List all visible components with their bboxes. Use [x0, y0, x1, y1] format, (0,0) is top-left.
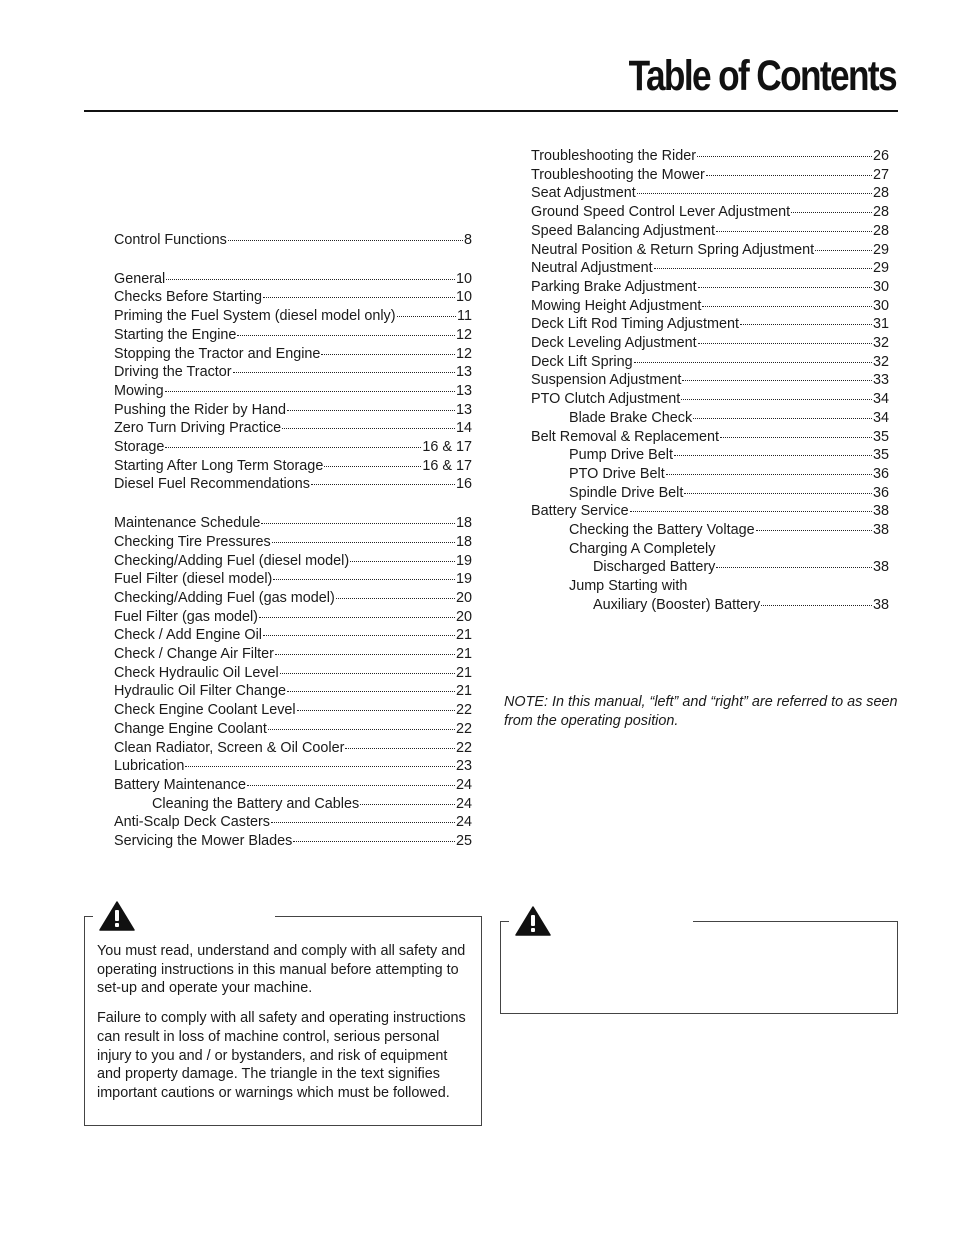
toc-entry-title: General	[114, 270, 166, 287]
toc-entry-title: Starting the Engine	[114, 326, 237, 343]
toc-entry-title: Anti-Scalp Deck Casters	[114, 814, 270, 831]
toc-entry-page: 24	[455, 814, 472, 831]
toc-dot-leader	[360, 804, 455, 805]
toc-entry	[114, 608, 472, 627]
warning-box-left	[84, 916, 482, 1126]
toc-entry-title: Speed Balancing Adjustment	[531, 222, 716, 239]
toc-entry	[114, 231, 472, 250]
toc-entry-page: 24	[455, 776, 472, 793]
toc-entry-page: 38	[872, 522, 889, 539]
toc-entry-title: Neutral Adjustment	[531, 260, 653, 277]
toc-entry	[114, 832, 472, 851]
toc-entry	[114, 288, 472, 307]
toc-entry-page: 16 & 17	[422, 457, 472, 474]
toc-entry	[114, 307, 472, 326]
toc-right-column	[531, 147, 889, 615]
toc-entry-title: Ground Speed Control Lever Adjustment	[531, 204, 791, 221]
toc-entry	[114, 382, 472, 401]
toc-entry-page: 32	[872, 353, 889, 370]
toc-dot-leader	[261, 523, 455, 524]
toc-entry	[114, 795, 472, 814]
toc-entry-page: 36	[872, 465, 889, 482]
toc-entry-page: 20	[455, 589, 472, 606]
toc-entry-title: Deck Leveling Adjustment	[531, 335, 697, 352]
toc-dot-leader	[282, 428, 455, 429]
toc-dot-leader	[263, 297, 455, 298]
toc-entry-page: 38	[872, 596, 889, 613]
toc-dot-leader	[259, 617, 455, 618]
toc-entry-title: Deck Lift Spring	[531, 353, 633, 370]
toc-dot-leader	[706, 175, 872, 176]
toc-entry	[114, 720, 472, 739]
toc-entry-page: 16 & 17	[422, 439, 472, 456]
toc-entry-page: 21	[455, 627, 472, 644]
toc-dot-leader	[345, 748, 455, 749]
toc-entry	[114, 419, 472, 438]
toc-entry-title: Checking the Battery Voltage	[569, 522, 755, 539]
toc-entry-page: 29	[872, 241, 889, 258]
toc-dot-leader	[271, 822, 455, 823]
toc-entry-title: Troubleshooting the Mower	[531, 166, 705, 183]
toc-dot-leader	[247, 785, 455, 786]
toc-entry	[531, 334, 889, 353]
toc-dot-leader	[630, 511, 872, 512]
toc-dot-leader	[293, 841, 455, 842]
toc-dot-leader	[350, 561, 455, 562]
toc-entry-page: 27	[872, 166, 889, 183]
toc-entry	[114, 401, 472, 420]
toc-entry-page: 12	[455, 345, 472, 362]
toc-dot-leader	[815, 250, 872, 251]
toc-dot-leader	[674, 455, 872, 456]
toc-entry-title: Battery Maintenance	[114, 776, 246, 793]
toc-entry	[114, 270, 472, 289]
toc-entry-page: 22	[455, 702, 472, 719]
toc-entry-page: 32	[872, 335, 889, 352]
toc-dot-leader	[698, 343, 872, 344]
toc-entry-title: Control Functions	[114, 232, 227, 248]
warning-paragraph: You must read, understand and comply with all safety and operating instructions in this manual before attempting to set-up and operate your machine.	[97, 943, 466, 997]
toc-entry-title: Discharged Battery	[593, 559, 716, 576]
toc-entry	[531, 278, 889, 297]
toc-dot-leader	[698, 287, 872, 288]
toc-section	[114, 270, 472, 494]
toc-dot-leader	[702, 306, 872, 307]
toc-entry	[531, 558, 889, 577]
toc-dot-leader	[740, 324, 872, 325]
toc-entry	[531, 184, 889, 203]
toc-entry-page: 30	[872, 278, 889, 295]
toc-entry	[114, 552, 472, 571]
toc-entry	[114, 514, 472, 533]
toc-entry-page: 24	[455, 795, 472, 812]
toc-dot-leader	[654, 268, 872, 269]
toc-entry-page: 21	[455, 664, 472, 681]
toc-entry	[531, 371, 889, 390]
toc-dot-leader	[720, 437, 872, 438]
toc-entry-title: Driving the Tractor	[114, 364, 232, 381]
toc-entry-title: Spindle Drive Belt	[569, 484, 684, 501]
toc-dot-leader	[263, 635, 455, 636]
toc-entry	[531, 259, 889, 278]
toc-entry	[114, 682, 472, 701]
toc-entry-page: 34	[872, 409, 889, 426]
toc-entry-page: 18	[455, 515, 472, 532]
toc-entry-page: 12	[455, 326, 472, 343]
toc-dot-leader	[684, 493, 872, 494]
toc-entry-page: 22	[455, 720, 472, 737]
toc-entry-page: 28	[872, 204, 889, 221]
toc-entry	[531, 241, 889, 260]
toc-entry-title: Checking/Adding Fuel (diesel model)	[114, 552, 350, 569]
toc-entry	[114, 475, 472, 494]
toc-dot-leader	[682, 380, 872, 381]
title-rule	[84, 110, 898, 112]
toc-entry-title: Servicing the Mower Blades	[114, 833, 293, 850]
toc-dot-leader	[185, 766, 455, 767]
toc-entry	[531, 521, 889, 540]
toc-entry-title: PTO Clutch Adjustment	[531, 391, 681, 408]
toc-entry-page: 19	[455, 552, 472, 569]
toc-entry-continued: Jump Starting with	[569, 578, 688, 595]
toc-entry	[531, 147, 889, 166]
toc-dot-leader	[275, 654, 455, 655]
toc-dot-leader	[287, 410, 455, 411]
toc-entry-page: 13	[455, 382, 472, 399]
toc-entry	[114, 664, 472, 683]
toc-entry-page: 34	[872, 391, 889, 408]
warning-paragraph: Failure to comply with all safety and operating instructions can result in loss of machine control, serious personal injury to you and / or bystanders, and risk of equipment and property damage. The triangle in the text signifies important cautions or warnings which must be followed.	[97, 1010, 466, 1101]
toc-entry	[114, 533, 472, 552]
toc-section	[114, 231, 472, 250]
toc-entry-page: 21	[455, 646, 472, 663]
toc-section	[114, 514, 472, 851]
toc-dot-leader	[165, 447, 421, 448]
toc-entry-page: 8	[463, 232, 472, 248]
toc-entry-title: Stopping the Tractor and Engine	[114, 345, 321, 362]
toc-entry	[114, 701, 472, 720]
toc-entry-title: Cleaning the Battery and Cables	[152, 795, 360, 812]
toc-dot-leader	[761, 605, 872, 606]
toc-entry	[531, 446, 889, 465]
toc-dot-leader	[756, 530, 872, 531]
toc-entry-page: 14	[455, 420, 472, 437]
toc-entry-title: Starting After Long Term Storage	[114, 457, 324, 474]
toc-entry-page: 36	[872, 484, 889, 501]
toc-entry	[114, 457, 472, 476]
toc-entry-title: Check / Change Air Filter	[114, 646, 274, 663]
warning-text-left	[97, 942, 469, 1114]
warning-triangle-icon	[99, 901, 135, 931]
toc-entry	[531, 409, 889, 428]
toc-entry-title: Troubleshooting the Rider	[531, 148, 697, 164]
toc-dot-leader	[311, 484, 455, 485]
toc-entry-title: Zero Turn Driving Practice	[114, 420, 282, 437]
toc-dot-leader	[233, 372, 455, 373]
toc-entry-page: 16	[455, 476, 472, 493]
toc-entry-page: 38	[872, 503, 889, 520]
toc-entry-title: Storage	[114, 439, 165, 456]
toc-entry-title: Blade Brake Check	[569, 409, 693, 426]
toc-dot-leader	[634, 362, 872, 363]
toc-dot-leader	[165, 391, 455, 392]
toc-entry-page: 10	[455, 270, 472, 287]
toc-entry	[531, 596, 889, 615]
toc-entry-page: 21	[455, 683, 472, 700]
toc-entry-title: Diesel Fuel Recommendations	[114, 476, 310, 493]
toc-entry-title: Battery Service	[531, 503, 629, 520]
toc-entry	[531, 203, 889, 222]
toc-dot-leader	[166, 279, 455, 280]
toc-entry-title: Change Engine Coolant	[114, 720, 267, 737]
toc-entry	[531, 465, 889, 484]
toc-entry	[114, 813, 472, 832]
toc-entry-title: Clean Radiator, Screen & Oil Cooler	[114, 739, 345, 756]
toc-entry	[531, 390, 889, 409]
toc-entry-title: Check Engine Coolant Level	[114, 702, 296, 719]
toc-entry-title: Check Hydraulic Oil Level	[114, 664, 279, 681]
toc-entry-page: 35	[872, 447, 889, 464]
toc-entry-title: Checks Before Starting	[114, 289, 262, 306]
toc-entry	[114, 363, 472, 382]
toc-dot-leader	[287, 691, 455, 692]
toc-entry-title: Auxiliary (Booster) Battery	[593, 596, 761, 613]
toc-entry-title: Check / Add Engine Oil	[114, 627, 262, 644]
toc-entry-page: 20	[455, 608, 472, 625]
toc-entry-page: 30	[872, 297, 889, 314]
manual-note: NOTE: In this manual, “left” and “right” are referred to as seen from the operating position.	[504, 694, 898, 729]
toc-entry	[531, 428, 889, 447]
toc-dot-leader	[697, 156, 872, 157]
toc-dot-leader	[228, 240, 463, 241]
toc-dot-leader	[637, 193, 872, 194]
toc-entry	[114, 438, 472, 457]
toc-entry	[114, 570, 472, 589]
toc-dot-leader	[716, 567, 872, 568]
toc-entry-title: Parking Brake Adjustment	[531, 278, 697, 295]
warning-box-right	[500, 921, 898, 1014]
toc-entry-title: Deck Lift Rod Timing Adjustment	[531, 316, 739, 333]
toc-dot-leader	[324, 466, 421, 467]
toc-entry-continued: Charging A Completely	[569, 540, 716, 557]
toc-dot-leader	[272, 542, 455, 543]
toc-dot-leader	[681, 399, 872, 400]
toc-entry-page: 26	[872, 148, 889, 164]
toc-entry-page: 13	[455, 401, 472, 418]
toc-entry	[114, 739, 472, 758]
toc-entry-title: Lubrication	[114, 758, 185, 775]
toc-entry-page: 11	[457, 308, 472, 325]
toc-dot-leader	[693, 418, 872, 419]
toc-entry	[531, 353, 889, 372]
toc-entry-page: 23	[455, 758, 472, 775]
toc-dot-leader	[321, 354, 455, 355]
page-title: Table of Contents	[628, 52, 896, 100]
toc-entry-title: Neutral Position & Return Spring Adjustment	[531, 241, 815, 258]
toc-entry	[531, 297, 889, 316]
toc-entry	[114, 757, 472, 776]
toc-entry-title: Belt Removal & Replacement	[531, 428, 719, 445]
toc-dot-leader	[273, 579, 455, 580]
toc-entry-title: PTO Drive Belt	[569, 465, 665, 482]
toc-entry	[114, 645, 472, 664]
toc-entry	[114, 626, 472, 645]
toc-entry-title: Pump Drive Belt	[569, 447, 673, 464]
toc-entry-page: 29	[872, 260, 889, 277]
toc-dot-leader	[791, 212, 872, 213]
toc-entry-page: 19	[455, 571, 472, 588]
toc-dot-leader	[237, 335, 455, 336]
toc-entry-page: 22	[455, 739, 472, 756]
toc-entry-title: Checking Tire Pressures	[114, 533, 271, 550]
toc-entry	[531, 222, 889, 241]
toc-dot-leader	[336, 598, 455, 599]
toc-entry	[114, 326, 472, 345]
toc-entry	[531, 502, 889, 521]
toc-entry-page: 31	[872, 316, 889, 333]
toc-entry-page: 33	[872, 372, 889, 389]
toc-entry-page: 28	[872, 222, 889, 239]
toc-dot-leader	[297, 710, 455, 711]
toc-entry-page: 13	[455, 364, 472, 381]
warning-triangle-icon	[515, 906, 551, 936]
toc-dot-leader	[716, 231, 872, 232]
toc-entry-title: Fuel Filter (diesel model)	[114, 571, 273, 588]
toc-entry-title: Priming the Fuel System (diesel model only)	[114, 308, 396, 325]
toc-entry-title: Checking/Adding Fuel (gas model)	[114, 589, 335, 606]
toc-entry-page: 10	[455, 289, 472, 306]
toc-entry	[531, 484, 889, 503]
toc-entry-page: 35	[872, 428, 889, 445]
toc-entry-title: Hydraulic Oil Filter Change	[114, 683, 286, 700]
toc-left-column	[114, 231, 472, 871]
toc-dot-leader	[280, 673, 455, 674]
toc-entry-title: Suspension Adjustment	[531, 372, 682, 389]
toc-entry	[531, 315, 889, 334]
toc-entry-title: Seat Adjustment	[531, 185, 636, 202]
toc-entry-page: 18	[455, 533, 472, 550]
toc-entry-title: Mowing Height Adjustment	[531, 297, 702, 314]
toc-dot-leader	[397, 316, 457, 317]
toc-entry	[114, 589, 472, 608]
toc-entry	[531, 166, 889, 185]
toc-entry-page: 25	[455, 833, 472, 850]
toc-dot-leader	[268, 729, 455, 730]
toc-entry	[114, 345, 472, 364]
toc-dot-leader	[666, 474, 872, 475]
toc-entry	[114, 776, 472, 795]
toc-entry-title: Mowing	[114, 382, 164, 399]
toc-entry-title: Fuel Filter (gas model)	[114, 608, 258, 625]
toc-entry-page: 38	[872, 559, 889, 576]
toc-entry-title: Maintenance Schedule	[114, 515, 261, 532]
toc-entry-page: 28	[872, 185, 889, 202]
toc-entry-title: Pushing the Rider by Hand	[114, 401, 286, 418]
